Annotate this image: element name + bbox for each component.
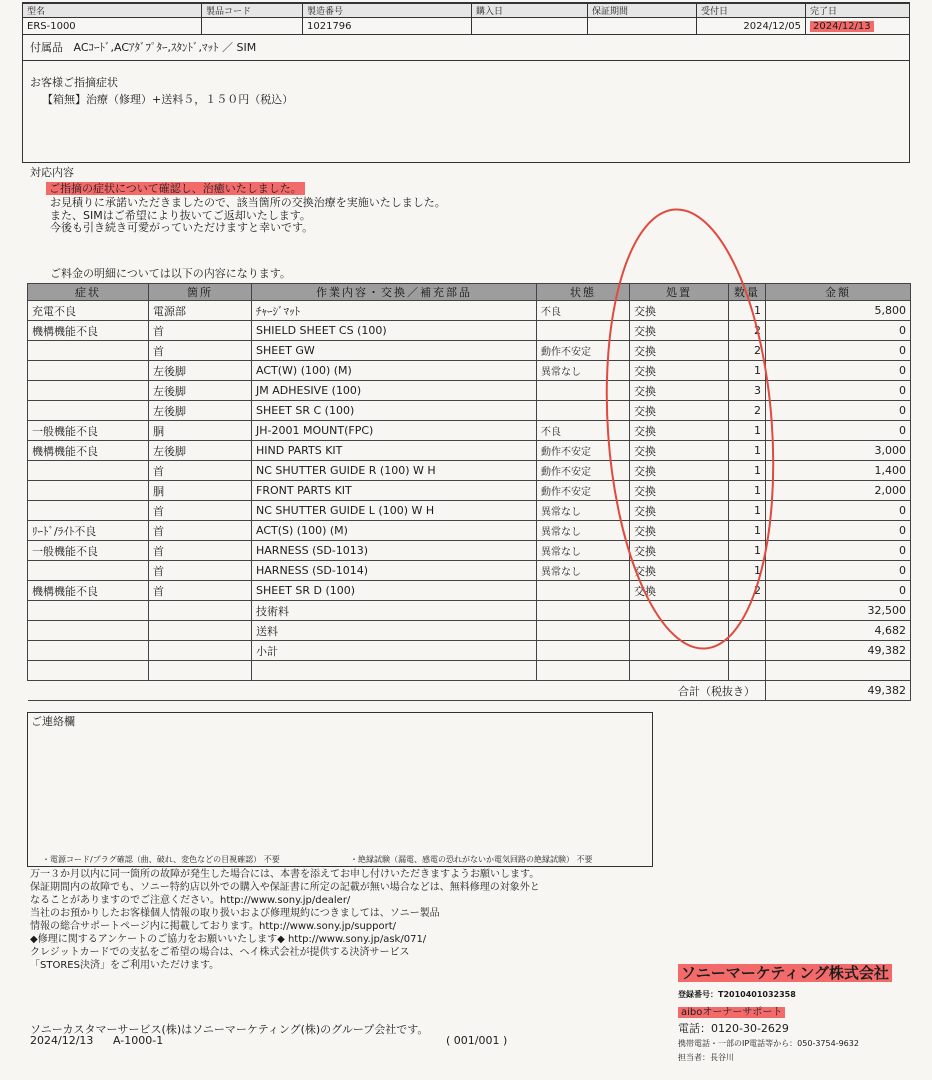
response-line-4: 今後も引き続き可愛がっていただけますと幸いです。 — [50, 221, 314, 234]
cell-symptom — [28, 641, 149, 661]
footer-group: ソニーカスタマーサービス(株)はソニーマーケティング(株)のグループ会社です。 — [30, 1023, 429, 1036]
accessories-row — [30, 39, 256, 55]
cell-loc: 左後脚 — [149, 401, 252, 421]
cell-action: 交換 — [630, 381, 729, 401]
cell-symptom — [28, 461, 149, 481]
accessories-label: 付属品 — [30, 41, 63, 54]
model-value: ERS-1000 — [23, 18, 202, 35]
label-warranty: 保証期間 — [588, 4, 697, 18]
purchase-date-value — [472, 18, 588, 35]
cell-qty: 2 — [729, 401, 766, 421]
cell-action: 交換 — [630, 421, 729, 441]
cell-state: 動作不安定 — [537, 441, 630, 461]
cell-loc — [149, 621, 252, 641]
cell-loc: 胴 — [149, 421, 252, 441]
notice-line: 保証期間内の故障でも、ソニー特約店以外での購入や保証書に所定の記載が無い場合などは、無料修理の対象外と — [30, 882, 540, 893]
cell-part: FRONT PARTS KIT — [252, 481, 537, 501]
cell-amount — [766, 661, 911, 681]
col-amount: 金額 — [766, 284, 911, 301]
cell-loc: 首 — [149, 341, 252, 361]
cell-action: 交換 — [630, 321, 729, 341]
cell-amount: 2,000 — [766, 481, 911, 501]
warranty-value — [588, 18, 697, 35]
col-action: 処置 — [630, 284, 729, 301]
notice-line: 情報の総合サポートページ内に掲載しております。http://www.sony.jp/support/ — [30, 921, 397, 932]
cell-amount: 1,400 — [766, 461, 911, 481]
cell-part: SHIELD SHEET CS (100) — [252, 321, 537, 341]
cell-action: 交換 — [630, 301, 729, 321]
label-product-code: 製品コード — [202, 4, 303, 18]
cell-state: 動作不安定 — [537, 461, 630, 481]
cell-loc: 左後脚 — [149, 361, 252, 381]
cell-part — [252, 661, 537, 681]
cell-qty: 1 — [729, 501, 766, 521]
contact-note-1: ・電源コード/プラグ確認（曲、破れ、変色などの目視確認） 不要 — [42, 855, 280, 864]
cell-symptom: 機構機能不良 — [28, 321, 149, 341]
cell-symptom — [28, 661, 149, 681]
notice-line: 「STORES決済」をご利用いただけます。 — [30, 960, 220, 971]
cell-qty: 1 — [729, 541, 766, 561]
cell-action: 交換 — [630, 481, 729, 501]
cell-qty — [729, 661, 766, 681]
completed-date-cell — [806, 18, 910, 35]
cell-symptom — [28, 601, 149, 621]
cell-action: 交換 — [630, 501, 729, 521]
footer-code: A-1000-1 — [113, 1034, 164, 1047]
cell-loc: 首 — [149, 321, 252, 341]
cell-symptom — [28, 621, 149, 641]
contact-label: ご連絡欄 — [31, 715, 75, 728]
cell-state: 不良 — [537, 301, 630, 321]
cell-loc: 首 — [149, 581, 252, 601]
cell-amount: 0 — [766, 501, 911, 521]
red-circle-annotation-ellipse — [593, 204, 787, 654]
cell-part: SHEET SR C (100) — [252, 401, 537, 421]
response-highlight: ご指摘の症状について確認し、治癒いたしました。 — [46, 182, 305, 195]
cell-action: 交換 — [630, 401, 729, 421]
cell-part: HARNESS (SD-1013) — [252, 541, 537, 561]
cell-action: 交換 — [630, 361, 729, 381]
cell-qty: 3 — [729, 381, 766, 401]
cell-symptom — [28, 481, 149, 501]
cell-amount: 0 — [766, 581, 911, 601]
company-mobile: 携帯電話・一部のIP電話等から：050-3754-9632 — [678, 1039, 859, 1048]
notice-line: クレジットカードでの支払をご希望の場合は、ヘイ株式会社が提供する決済サービス — [30, 947, 410, 958]
cell-qty: 1 — [729, 361, 766, 381]
cell-part: NC SHUTTER GUIDE L (100) W H — [252, 501, 537, 521]
cell-loc: 左後脚 — [149, 381, 252, 401]
cell-amount: 0 — [766, 561, 911, 581]
cell-state: 異常なし — [537, 501, 630, 521]
cell-qty: 2 — [729, 321, 766, 341]
header-table — [22, 3, 910, 35]
cell-loc: 胴 — [149, 481, 252, 501]
col-symptom: 症状 — [28, 284, 149, 301]
col-part: 作業内容・交換／補充部品 — [252, 284, 537, 301]
footer-page: ( 001/001 ) — [446, 1034, 508, 1047]
total-label: 合計（税抜き） — [28, 681, 766, 701]
response-line-3: また、SIMはご希望により抜いてご返却いたします。 — [50, 209, 311, 222]
cell-action: 交換 — [630, 581, 729, 601]
symptom-label: お客様ご指摘症状 — [30, 76, 118, 89]
contact-box — [27, 712, 653, 867]
cell-loc — [149, 641, 252, 661]
cell-part: NC SHUTTER GUIDE R (100) W H — [252, 461, 537, 481]
cell-amount: 0 — [766, 361, 911, 381]
cell-part: 小計 — [252, 641, 537, 661]
cell-symptom — [28, 381, 149, 401]
cell-state: 異常なし — [537, 521, 630, 541]
cell-loc: 左後脚 — [149, 441, 252, 461]
cell-state: 不良 — [537, 421, 630, 441]
cell-part: SHEET SR D (100) — [252, 581, 537, 601]
response-line-5: ご料金の明細については以下の内容になります。 — [50, 267, 291, 280]
cell-amount: 0 — [766, 521, 911, 541]
cell-amount: 3,000 — [766, 441, 911, 461]
cell-qty: 1 — [729, 441, 766, 461]
cell-part: SHEET GW — [252, 341, 537, 361]
cell-loc — [149, 661, 252, 681]
cell-state: 動作不安定 — [537, 341, 630, 361]
company-name: ソニーマーケティング株式会社 — [678, 964, 892, 982]
cell-amount: 5,800 — [766, 301, 911, 321]
total-value: 49,382 — [766, 681, 911, 701]
table-row — [28, 661, 911, 681]
cell-amount: 0 — [766, 321, 911, 341]
cell-amount: 49,382 — [766, 641, 911, 661]
cell-qty: 1 — [729, 521, 766, 541]
company-support: aiboオーナーサポート — [678, 1007, 785, 1018]
label-received: 受付日 — [697, 4, 806, 18]
label-completed: 完了日 — [806, 4, 910, 18]
cell-amount: 0 — [766, 421, 911, 441]
cell-loc: 首 — [149, 521, 252, 541]
cell-amount: 0 — [766, 541, 911, 561]
contact-note-2: ・絶縁試験（漏電、感電の恐れがないか電気回路の絶縁試験） 不要 — [350, 855, 593, 864]
cell-symptom: 機構機能不良 — [28, 581, 149, 601]
cell-action — [630, 661, 729, 681]
red-circle-annotation — [590, 200, 790, 660]
company-staff: 担当者：長谷川 — [678, 1053, 734, 1062]
cell-symptom: 一般機能不良 — [28, 541, 149, 561]
cell-symptom: 一般機能不良 — [28, 421, 149, 441]
accessories-value: ACｺｰﾄﾞ,ACｱﾀﾞﾌﾟﾀｰ,ｽﾀﾝﾄﾞ,ﾏｯﾄ ／ SIM — [73, 41, 257, 54]
cell-amount: 0 — [766, 401, 911, 421]
notice-line: 当社のお預かりしたお客様個人情報の取り扱いおよび修理規約につきましては、ソニー製品 — [30, 908, 440, 919]
divider — [22, 60, 910, 61]
cell-state — [537, 661, 630, 681]
col-state: 状態 — [537, 284, 630, 301]
cell-amount: 32,500 — [766, 601, 911, 621]
cell-action: 交換 — [630, 341, 729, 361]
col-qty: 数量 — [729, 284, 766, 301]
completed-date-value: 2024/12/13 — [810, 21, 874, 32]
company-tel: 電話：0120-30-2629 — [678, 1022, 789, 1035]
cell-symptom: ﾘｰﾄﾞ/ﾗｲﾄ不良 — [28, 521, 149, 541]
cell-action: 交換 — [630, 561, 729, 581]
cell-part: HARNESS (SD-1014) — [252, 561, 537, 581]
label-model: 型名 — [23, 4, 202, 18]
notice-block — [30, 868, 540, 972]
cell-amount: 4,682 — [766, 621, 911, 641]
col-location: 箇所 — [149, 284, 252, 301]
response-line-2: お見積りに承諾いただきましたので、該当箇所の交換治療を実施いたしました。 — [50, 196, 446, 209]
footer-date: 2024/12/13 — [30, 1034, 94, 1047]
cell-loc — [149, 601, 252, 621]
cell-part: ACT(W) (100) (M) — [252, 361, 537, 381]
response-label: 対応内容 — [30, 166, 74, 179]
cell-qty: 1 — [729, 481, 766, 501]
notice-line: ◆修理に関するアンケートのご協力をお願いいたします◆ http://www.sony.jp/ask/071/ — [30, 934, 427, 945]
notice-line: なることがありますのでご注意ください。http://www.sony.jp/dealer/ — [30, 895, 351, 906]
cell-part: 送料 — [252, 621, 537, 641]
cell-loc: 首 — [149, 561, 252, 581]
label-purchase-date: 購入日 — [472, 4, 588, 18]
cell-loc: 首 — [149, 461, 252, 481]
cell-state: 動作不安定 — [537, 481, 630, 501]
cell-qty: 1 — [729, 301, 766, 321]
cell-state: 異常なし — [537, 541, 630, 561]
symptom-text: 【箱無】治療（修理）+送料５，１５０円（税込） — [42, 93, 294, 106]
cell-amount: 0 — [766, 341, 911, 361]
cell-qty: 1 — [729, 421, 766, 441]
serial-value: 1021796 — [303, 18, 472, 35]
cell-part: HIND PARTS KIT — [252, 441, 537, 461]
cell-symptom: 機構機能不良 — [28, 441, 149, 461]
cell-loc: 首 — [149, 541, 252, 561]
cell-part: 技術料 — [252, 601, 537, 621]
cell-part: ACT(S) (100) (M) — [252, 521, 537, 541]
cell-qty: 1 — [729, 561, 766, 581]
product-code-value — [202, 18, 303, 35]
divider — [22, 162, 910, 163]
cell-loc: 電源部 — [149, 301, 252, 321]
cell-qty: 2 — [729, 341, 766, 361]
label-serial: 製造番号 — [303, 4, 472, 18]
company-reg: 登録番号：T2010401032358 — [678, 990, 796, 999]
cell-action: 交換 — [630, 461, 729, 481]
cell-action: 交換 — [630, 441, 729, 461]
cell-qty: 2 — [729, 581, 766, 601]
cell-qty: 1 — [729, 461, 766, 481]
cell-symptom — [28, 501, 149, 521]
cell-action: 交換 — [630, 521, 729, 541]
cell-part: JM ADHESIVE (100) — [252, 381, 537, 401]
received-date-value: 2024/12/05 — [697, 18, 806, 35]
cell-part: JH-2001 MOUNT(FPC) — [252, 421, 537, 441]
cell-symptom — [28, 361, 149, 381]
cell-symptom — [28, 561, 149, 581]
cell-symptom — [28, 401, 149, 421]
cell-symptom — [28, 341, 149, 361]
cell-state: 異常なし — [537, 361, 630, 381]
cell-part: ﾁｬｰｼﾞﾏｯﾄ — [252, 301, 537, 321]
cell-symptom: 充電不良 — [28, 301, 149, 321]
cell-state: 異常なし — [537, 561, 630, 581]
cell-loc: 首 — [149, 501, 252, 521]
notice-line: 万一３か月以内に同一箇所の故障が発生した場合には、本書を添えてお申し付けいただきますようお願いします。 — [30, 869, 540, 880]
cell-amount: 0 — [766, 381, 911, 401]
company-block — [678, 962, 892, 1063]
cell-action: 交換 — [630, 541, 729, 561]
